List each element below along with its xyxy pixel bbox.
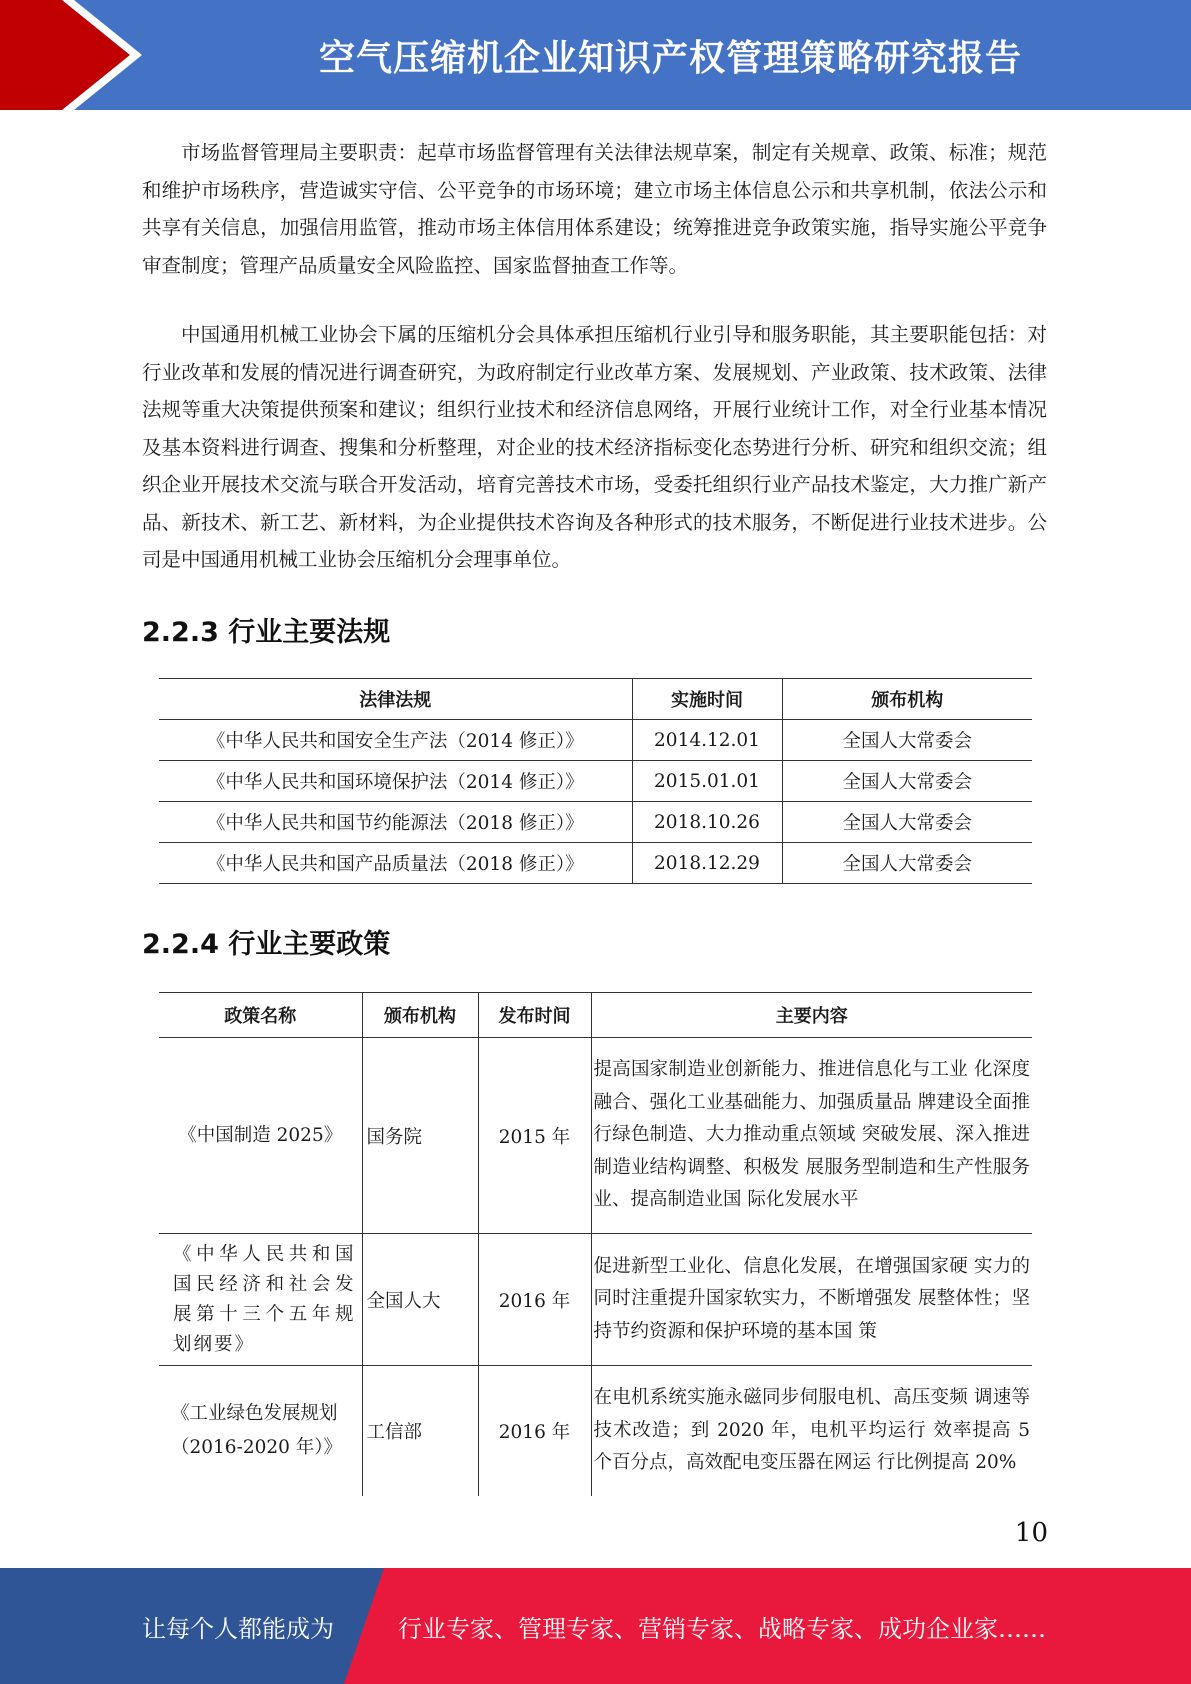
content-cell: 提高国家制造业创新能力、推进信息化与工业 化深度融合、强化工业基础能力、加强质量品 牌建设全面推行绿色制造、大力推动重点领域 突破发展、深入推进制造业结构调整、积极发 展服务型制造和生产性服务业、提高制造业国 际化发展水平	[591, 1038, 1032, 1234]
page-number: 10	[1014, 1518, 1048, 1548]
table-header-row	[159, 679, 1032, 720]
issuer-cell: 全国人大常委会	[782, 802, 1032, 843]
effective-date-cell: 2014.12.01	[632, 720, 782, 761]
column-header: 发布时间	[478, 993, 591, 1038]
effective-date-cell: 2018.12.29	[632, 843, 782, 884]
table-row	[159, 1234, 1032, 1366]
column-header: 实施时间	[632, 679, 782, 720]
table-row	[159, 1366, 1032, 1496]
table-header-row	[159, 993, 1032, 1038]
effective-date-cell: 2015.01.01	[632, 761, 782, 802]
column-header: 政策名称	[224, 1006, 297, 1027]
column-header: 颁布机构	[362, 993, 478, 1038]
law-name-cell: 《中华人民共和国产品质量法（2018 修正）》	[206, 854, 584, 875]
report-title: 空气压缩机企业知识产权管理策略研究报告	[318, 37, 1022, 79]
column-header: 主要内容	[591, 993, 1032, 1038]
policy-name-cell: 《中华人民共和国国民经济和社会发展第十三个五年规划纲要》	[173, 1243, 356, 1355]
column-header: 颁布机构	[782, 679, 1032, 720]
section-heading-laws: 2.2.3 行业主要法规	[142, 617, 391, 648]
section-heading-policies: 2.2.4 行业主要政策	[142, 929, 391, 960]
issuer-cell: 全国人大常委会	[782, 843, 1032, 884]
footer-slogan-left: 让每个人都能成为	[142, 1614, 334, 1643]
policy-name-cell: 《工业绿色发展规划（2016-2020 年）》	[171, 1402, 343, 1458]
year-cell: 2016 年	[478, 1366, 591, 1496]
law-name-cell: 《中华人民共和国节约能源法（2018 修正）》	[206, 813, 584, 834]
table-row	[159, 720, 1032, 761]
effective-date-cell: 2018.10.26	[632, 802, 782, 843]
paragraph-market-supervision: 市场监督管理局主要职责：起草市场监督管理有关法律法规草案，制定有关规章、政策、标准；规范和维护市场秩序，营造诚实守信、公平竞争的市场环境；建立市场主体信息公示和共享机制，依法公示和共享有关信息，加强信用监管，推动市场主体信用体系建设；统筹推进竞争政策实施，指导实施公平竞争审查制度；管理产品质量安全风险监控、国家监督抽查工作等。	[142, 141, 1047, 277]
issuer-cell: 工信部	[362, 1366, 478, 1496]
table-row	[159, 761, 1032, 802]
issuer-cell: 国务院	[362, 1038, 478, 1234]
law-table	[159, 678, 1032, 884]
table-row	[159, 1038, 1032, 1234]
content-cell: 促进新型工业化、信息化发展，在增强国家硬 实力的同时注重提升国家软实力，不断增强发 展整体性；坚持节约资源和保护环境的基本国 策	[591, 1234, 1032, 1366]
law-name-cell: 《中华人民共和国安全生产法（2014 修正）》	[206, 731, 584, 752]
issuer-cell: 全国人大	[362, 1234, 478, 1366]
year-cell: 2016 年	[478, 1234, 591, 1366]
year-cell: 2015 年	[478, 1038, 591, 1234]
issuer-cell: 全国人大常委会	[782, 720, 1032, 761]
paragraph-compressor-association: 中国通用机械工业协会下属的压缩机分会具体承担压缩机行业引导和服务职能，其主要职能包括：对行业改革和发展的情况进行调查研究，为政府制定行业改革方案、发展规划、产业政策、技术政策、法律法规等重大决策提供预案和建议；组织行业技术和经济信息网络，开展行业统计工作，对全行业基本情况及基本资料进行调查、搜集和分析整理，对企业的技术经济指标变化态势进行分析、研究和组织交流；组织企业开展技术交流与联合开发活动，培育完善技术市场，受委托组织行业产品技术鉴定，大力推广新产品、新技术、新工艺、新材料，为企业提供技术咨询及各种形式的技术服务，不断促进行业技术进步。公司是中国通用机械工业协会压缩机分会理事单位。	[142, 323, 1047, 571]
policy-table	[159, 992, 1032, 1496]
header-arrow-decoration	[0, 0, 160, 110]
policy-name-cell: 《中国制造 2025》	[178, 1124, 343, 1146]
table-row	[159, 802, 1032, 843]
column-header: 法律法规	[359, 690, 432, 711]
footer-slogan-right: 行业专家、管理专家、营销专家、战略专家、成功企业家……	[398, 1614, 1046, 1643]
content-cell: 在电机系统实施永磁同步伺服电机、高压变频 调速等技术改造；到 2020 年，电机平均运行 效率提高 5 个百分点，高效配电变压器在网运 行比例提高 20%	[591, 1366, 1032, 1496]
issuer-cell: 全国人大常委会	[782, 761, 1032, 802]
footer-banner	[0, 1568, 1191, 1684]
header-banner	[0, 0, 1191, 110]
law-name-cell: 《中华人民共和国环境保护法（2014 修正）》	[206, 772, 584, 793]
table-row	[159, 843, 1032, 884]
